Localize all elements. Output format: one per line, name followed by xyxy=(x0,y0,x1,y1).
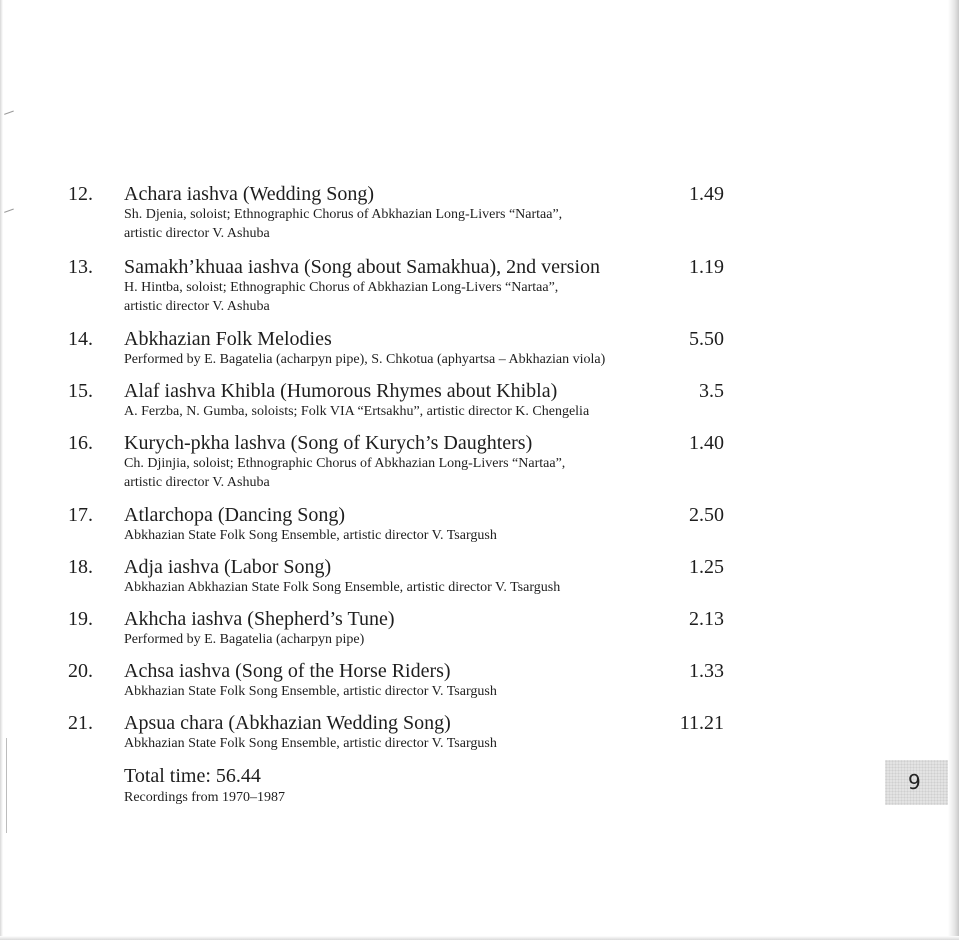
page-number: 9 xyxy=(908,770,921,794)
scan-mark xyxy=(4,209,16,219)
track-title: Apsua chara (Abkhazian Wedding Song) xyxy=(124,712,451,734)
credits-line: A. Ferzba, N. Gumba, soloists; Folk VIA “Ertsakhu”, artistic director K. Chengelia xyxy=(124,404,590,419)
track-number: 17. xyxy=(68,504,93,526)
scan-mark xyxy=(4,111,16,121)
total-time: Total time: 56.44 xyxy=(124,765,261,787)
track-number: 14. xyxy=(68,328,93,350)
track-number: 15. xyxy=(68,380,93,402)
track-credits xyxy=(124,278,734,316)
track-number: 18. xyxy=(68,556,93,578)
track-duration: 1.33 xyxy=(689,660,724,682)
credits-line: H. Hintba, soloist; Ethnographic Chorus of Abkhazian Long-Livers “Nartaa”, xyxy=(124,280,559,295)
track-duration: 3.5 xyxy=(699,380,724,402)
track-title: Alaf iashva Khibla (Humorous Rhymes about Khibla) xyxy=(124,380,558,402)
track-number: 12. xyxy=(68,183,93,205)
track-credits xyxy=(124,402,734,421)
track-title: Kurych-pkha lashva (Song of Kurych’s Daughters) xyxy=(124,432,533,454)
track-number: 21. xyxy=(68,712,93,734)
page-left-edge xyxy=(0,0,3,940)
track-title: Adja iashva (Labor Song) xyxy=(124,556,332,578)
track-title: Achara iashva (Wedding Song) xyxy=(124,183,374,205)
track-duration: 1.19 xyxy=(689,256,724,278)
page-bottom-edge xyxy=(0,936,959,940)
track-credits xyxy=(124,454,734,492)
recordings-note: Recordings from 1970–1987 xyxy=(124,790,285,805)
scan-line xyxy=(6,738,7,833)
track-title: Samakh’khuaa iashva (Song about Samakhua), 2nd version xyxy=(124,256,601,278)
credits-line: Performed by E. Bagatelia (acharpyn pipe) xyxy=(124,632,365,647)
credits-line: Abkhazian State Folk Song Ensemble, artistic director V. Tsargush xyxy=(124,736,497,751)
track-number: 20. xyxy=(68,660,93,682)
track-credits xyxy=(124,205,734,243)
credits-line: artistic director V. Ashuba xyxy=(124,475,270,490)
credits-line: Ch. Djinjia, soloist; Ethnographic Chorus of Abkhazian Long-Livers “Nartaa”, xyxy=(124,456,566,471)
credits-line: Abkhazian State Folk Song Ensemble, artistic director V. Tsargush xyxy=(124,684,497,699)
track-number: 13. xyxy=(68,256,93,278)
track-duration: 1.40 xyxy=(689,432,724,454)
track-duration: 1.49 xyxy=(689,183,724,205)
track-credits xyxy=(124,350,734,369)
track-number: 16. xyxy=(68,432,93,454)
credits-line: Abkhazian State Folk Song Ensemble, artistic director V. Tsargush xyxy=(124,528,497,543)
track-credits xyxy=(124,682,734,701)
track-duration: 2.50 xyxy=(689,504,724,526)
credits-line: Sh. Djenia, soloist; Ethnographic Chorus of Abkhazian Long-Livers “Nartaa”, xyxy=(124,207,563,222)
track-credits xyxy=(124,578,734,597)
track-credits xyxy=(124,630,734,649)
credits-line: Performed by E. Bagatelia (acharpyn pipe), S. Chkotua (aphyartsa – Abkhazian viola) xyxy=(124,352,606,367)
track-credits xyxy=(124,526,734,545)
track-title: Achsa iashva (Song of the Horse Riders) xyxy=(124,660,451,682)
credits-line: Abkhazian Abkhazian State Folk Song Ensemble, artistic director V. Tsargush xyxy=(124,580,561,595)
page-right-edge xyxy=(948,0,959,940)
track-credits xyxy=(124,734,734,753)
track-title: Atlarchopa (Dancing Song) xyxy=(124,504,346,526)
credits-line: artistic director V. Ashuba xyxy=(124,226,270,241)
track-title: Akhcha iashva (Shepherd’s Tune) xyxy=(124,608,395,630)
credits-line: artistic director V. Ashuba xyxy=(124,299,270,314)
track-duration: 2.13 xyxy=(689,608,724,630)
track-duration: 5.50 xyxy=(689,328,724,350)
track-number: 19. xyxy=(68,608,93,630)
track-duration: 11.21 xyxy=(679,712,724,734)
track-title: Abkhazian Folk Melodies xyxy=(124,328,332,350)
track-duration: 1.25 xyxy=(689,556,724,578)
